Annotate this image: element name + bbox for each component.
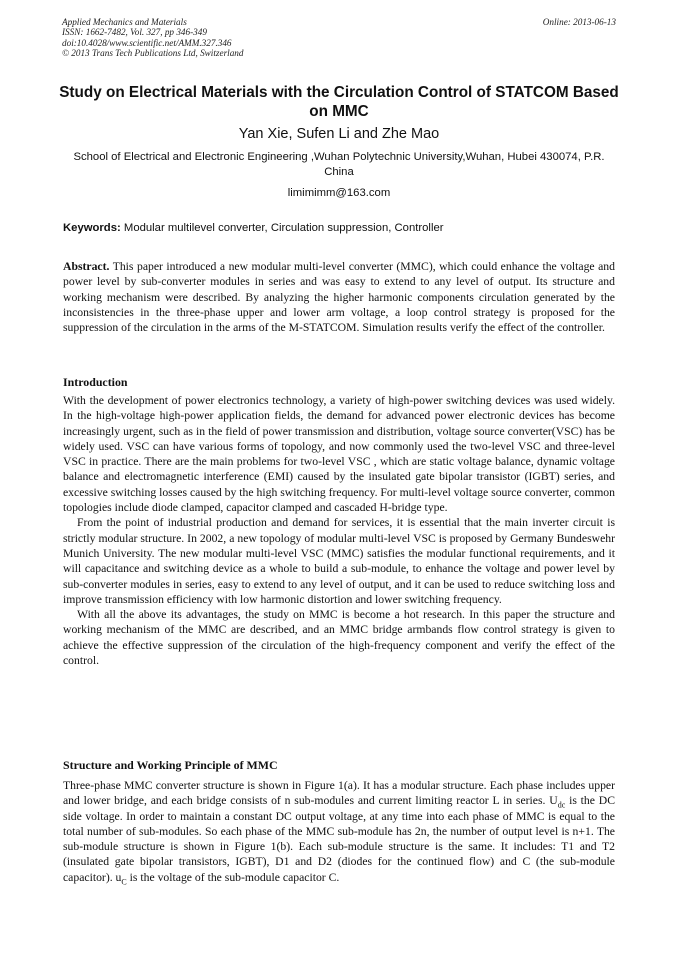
intro-paragraph-1: With the development of power electronics technology, a variety of high-power switching devices was used widely. In the high-voltage high-power application fields, the demand for advanced power electronic devices has become increasingly urgent, such as in the field of power transmission and distribution, voltage source converter(VSC) has be widely used. VSC can have various forms of topology, and now commonly used the two-level VSC and three-level VSC in practice. There are the main problems for two-level VSC , which are static voltage balance, dynamic voltage balance and electromagnetic interference (EMI) caused by the insulated gate bipolar transistor (IGBT) series, and excessive switching losses caused by the high switching frequency. For multi-level voltage source converter, common topologies include diode clamped, capacitor clamped and cascaded H-bridge type. <box>63 394 615 515</box>
author-email: limimimm@163.com <box>287 187 391 199</box>
copyright-line: © 2013 Trans Tech Publications Ltd, Switzerland <box>62 48 244 59</box>
introduction-body <box>63 393 615 668</box>
uc-subscript: C <box>121 877 127 887</box>
keywords-label: Keywords: <box>63 222 121 234</box>
intro-paragraph-2: From the point of industrial production and demand for services, it is essential that the main inverter circuit is strictly modular structure. In 2002, a new topology of modular multi-level VSC is proposed by Germany Bundeswehr Munich University. The new modular multi-level VSC (MMC) satisfies the modular functional requirements, and it will capacitance and switching device as a whole to build a sub-module, to enhance the voltage and power level by sub-converter modules in series, easy to extend to any level of output, and it can be used to reduce switching loss and improve transmission efficiency with low harmonic distortion and lower switching frequency. <box>63 516 615 606</box>
abstract-text: This paper introduced a new modular multi-level converter (MMC), which could enhance the voltage and power level by sub-converter modules in series and was easy to extend to any level of output. Its structure and working mechanism were described. By analyzing the higher harmonic components circulation generated by the inconsistencies in the three-phase upper and lower arm voltage, a loop control strategy is proposed for the suppression of the circulation in the arms of the M-STATCOM. Simulation results verify the effect of the controller. <box>63 260 615 335</box>
structure-paragraph <box>63 778 615 885</box>
udc-subscript: dc <box>557 800 566 810</box>
issn-line: ISSN: 1662-7482, Vol. 327, pp 346-349 <box>62 27 207 38</box>
authors: Yan Xie, Sufen Li and Zhe Mao <box>238 126 440 142</box>
structure-body <box>63 778 615 885</box>
keywords <box>63 221 618 235</box>
structure-text-3: is the voltage of the sub-module capacitor C. <box>126 870 340 884</box>
doi-line: doi:10.4028/www.scientific.net/AMM.327.346 <box>62 37 232 48</box>
keywords-text: Modular multilevel converter, Circulation suppression, Controller <box>120 222 444 234</box>
introduction-heading: Introduction <box>63 375 128 389</box>
structure-heading: Structure and Working Principle of MMC <box>63 758 278 772</box>
online-date: Online: 2013-06-13 <box>542 17 616 27</box>
structure-text-2: is the DC side voltage. In order to maintain a constant DC output voltage, at any time into each phase of MMC is equal to the total number of sub-modules. So each phase of the MMC sub-module has 2n, the number of output level is n+1. The sub-module structure is shown in Figure 1(b). Each sub-module structure is the same. It includes: T1 and T2 (insulated gate bipolar transistors, IGBT), D1 and D2 (diodes for the continued flow) and C (the sub-module capacitor). u <box>63 794 616 884</box>
intro-paragraph-3: With all the above its advantages, the study on MMC is become a hot research. In this paper the structure and working mechanism of the MMC are described, and an MMC bridge armbands flow control strategy is given to achieve the effective suppression of the circulation of the high-frequency component and verify the effect of the control. <box>63 608 615 668</box>
journal-name: Applied Mechanics and Materials <box>62 17 187 27</box>
affiliation: School of Electrical and Electronic Engineering ,Wuhan Polytechnic University,Wuhan, Hubei 430074, P.R. China <box>73 151 605 178</box>
paper-title: Study on Electrical Materials with the Circulation Control of STATCOM Based on MMC <box>59 84 619 120</box>
journal-header <box>62 17 616 59</box>
abstract-label: Abstract. <box>63 260 110 273</box>
structure-text-1: Three-phase MMC converter structure is shown in Figure 1(a). It has a modular structure. Each phase includes upper and lower bridge, and each bridge consists of n sub-modules and current limiting reactor L in series. U <box>63 779 615 808</box>
abstract <box>63 259 615 335</box>
